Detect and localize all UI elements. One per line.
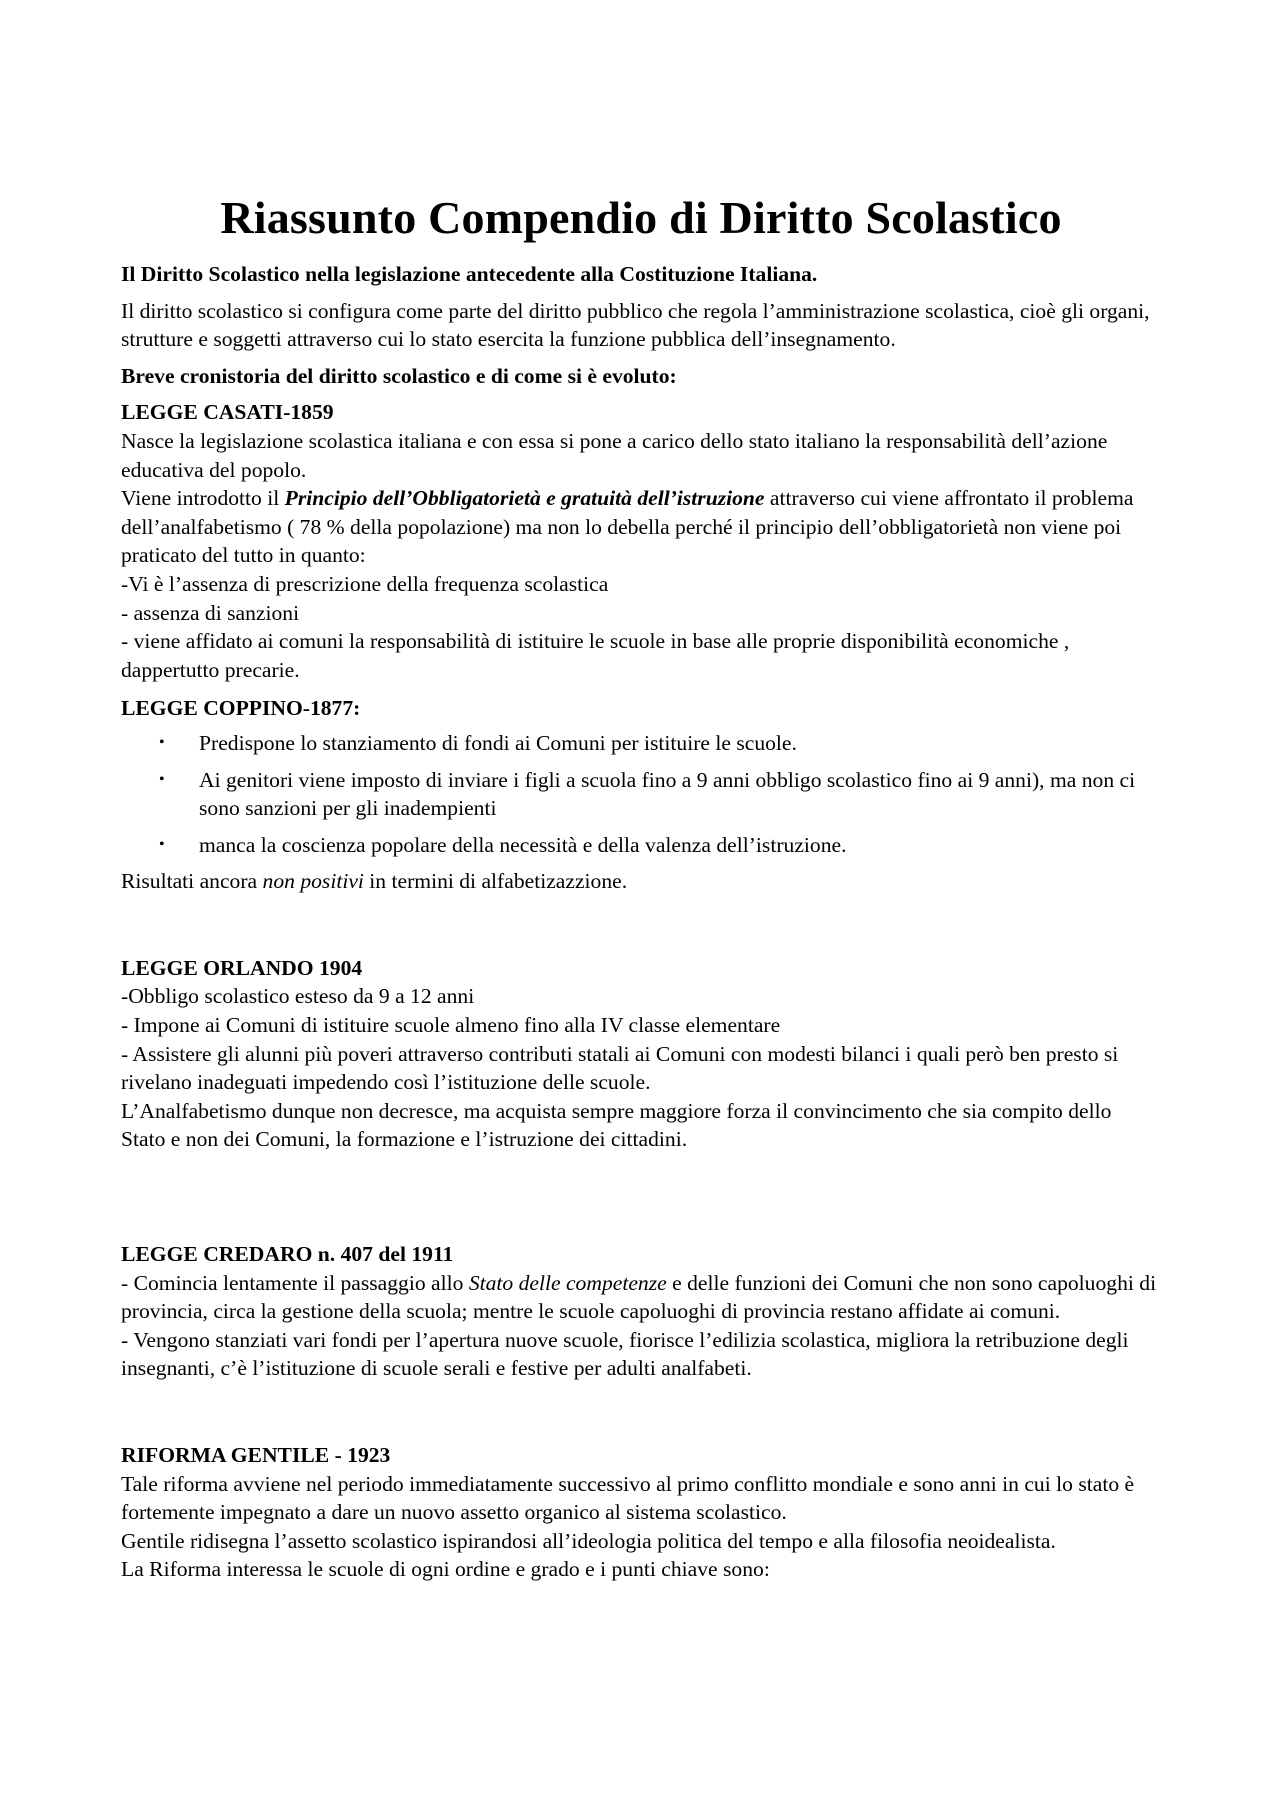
coppino-result-post: in termini di alfabetizazzione.	[363, 869, 628, 894]
casati-line-1: Nasce la legislazione scolastica italiana e con essa si pone a carico dello stato italiano la responsabilità dell’azione educativa del popolo.	[121, 428, 1108, 482]
spacer	[121, 1383, 1161, 1441]
list-item	[121, 729, 1161, 758]
gentile-heading: RIFORMA GENTILE - 1923	[121, 1443, 391, 1467]
section-coppino	[121, 694, 1161, 896]
list-item	[121, 766, 1161, 823]
casati-point: - assenza di sanzioni	[121, 600, 300, 625]
coppino-bullet-list	[121, 729, 1161, 859]
document-subtitle: Il Diritto Scolastico nella legislazione antecedente alla Costituzione Italiana.	[121, 262, 818, 286]
orlando-heading: LEGGE ORLANDO 1904	[121, 955, 363, 980]
coppino-result-pre: Risultati ancora	[121, 869, 263, 894]
section-gentile	[121, 1441, 1161, 1584]
orlando-line: - Impone ai Comuni di istituire scuole almeno fino alla IV classe elementare	[121, 1013, 781, 1038]
credaro-heading: LEGGE CREDARO n. 407 del 1911	[121, 1242, 454, 1267]
credaro-line-1	[121, 1269, 1161, 1326]
spacer	[121, 896, 1161, 954]
coppino-bullet-text: Predispone lo stanziamento di fondi ai Comuni per istituire le scuole.	[199, 730, 797, 755]
cronistoria-heading: Breve cronistoria del diritto scolastico e di come si è evoluto:	[121, 363, 677, 388]
document-title: Riassunto Compendio di Diritto Scolastico	[220, 192, 1062, 243]
bullet-icon: •	[159, 733, 165, 751]
gentile-line: Tale riforma avviene nel periodo immediatamente successivo al primo conflitto mondiale e sono anni in cui lo stato è fortemente impegnato a dare un nuovo assetto organico al sistema scolastico.	[121, 1471, 1135, 1525]
spacer	[121, 684, 1161, 694]
orlando-line: -Obbligo scolastico esteso da 9 a 12 anni	[121, 984, 475, 1009]
intro-paragraph: Il diritto scolastico si configura come parte del diritto pubblico che regola l’amministrazione scolastica, cioè gli organi, strutture e soggetti attraverso cui lo stato esercita la funzione pubblica dell’insegnamento.	[121, 298, 1150, 352]
credaro-line-1-pre: - Comincia lentamente il passaggio allo	[121, 1270, 469, 1295]
list-item	[121, 831, 1161, 860]
spacer	[121, 1154, 1161, 1240]
bullet-icon: •	[159, 770, 165, 788]
casati-point: - viene affidato ai comuni la responsabilità di istituire le scuole in base alle proprie disponibilità economiche , dappertutto precarie.	[121, 629, 1070, 682]
casati-line-2-post: attraverso cui viene affrontato il problema dell’analfabetismo ( 78 % della popolazione) ma non lo debella perché il principio dell’obbligatorietà non viene poi praticato del tutto in quanto:	[121, 486, 1134, 568]
casati-line-2-pre: Viene introdotto il	[121, 486, 285, 511]
casati-point: -Vi è l’assenza di prescrizione della frequenza scolastica	[121, 571, 609, 596]
document-page	[121, 190, 1161, 1584]
credaro-emphasis: Stato delle competenze	[468, 1270, 667, 1295]
coppino-result-emphasis: non positivi	[262, 869, 364, 894]
gentile-line: Gentile ridisegna l’assetto scolastico ispirandosi all’ideologia politica del tempo e alla filosofia neoidealista.	[121, 1528, 1056, 1553]
gentile-line: La Riforma interessa le scuole di ogni ordine e grado e i punti chiave sono:	[121, 1557, 770, 1582]
coppino-bullet-text: Ai genitori viene imposto di inviare i figli a scuola fino a 9 anni obbligo scolastico fino ai 9 anni), ma non ci sono sanzioni per gli inadempienti	[199, 767, 1136, 821]
orlando-line: - Assistere gli alunni più poveri attraverso contributi statali ai Comuni con modesti bilanci i quali però ben presto si rivelano inadeguati impedendo così l’istituzione delle scuole.	[121, 1041, 1119, 1095]
casati-principle: Principio dell’Obbligatorietà e gratuità dell’istruzione	[284, 486, 765, 511]
credaro-line-2: - Vengono stanziati vari fondi per l’apertura nuove scuole, fiorisce l’edilizia scolastica, migliora la retribuzione degli insegnanti, c’è l’istituzione di scuole serali e festive per adulti analfabeti.	[121, 1327, 1129, 1381]
casati-line-2	[121, 484, 1161, 570]
credaro-line-1-post: e delle funzioni dei Comuni che non sono capoluoghi di provincia, circa la gestione della scuola; mentre le scuole capoluoghi di provincia restano affidate ai comuni.	[121, 1270, 1157, 1324]
coppino-result	[121, 867, 1161, 896]
casati-heading: LEGGE CASATI-1859	[121, 400, 334, 425]
section-casati	[121, 398, 1161, 684]
section-orlando	[121, 954, 1161, 1154]
section-credaro	[121, 1240, 1161, 1383]
orlando-line: L’Analfabetismo dunque non decresce, ma acquista sempre maggiore forza il convincimento che sia compito dello Stato e non dei Comuni, la formazione e l’istruzione dei cittadini.	[121, 1098, 1112, 1152]
coppino-bullet-text: manca la coscienza popolare della necessità e della valenza dell’istruzione.	[199, 832, 847, 857]
coppino-heading: LEGGE COPPINO-1877:	[121, 696, 361, 721]
bullet-icon: •	[159, 835, 165, 853]
